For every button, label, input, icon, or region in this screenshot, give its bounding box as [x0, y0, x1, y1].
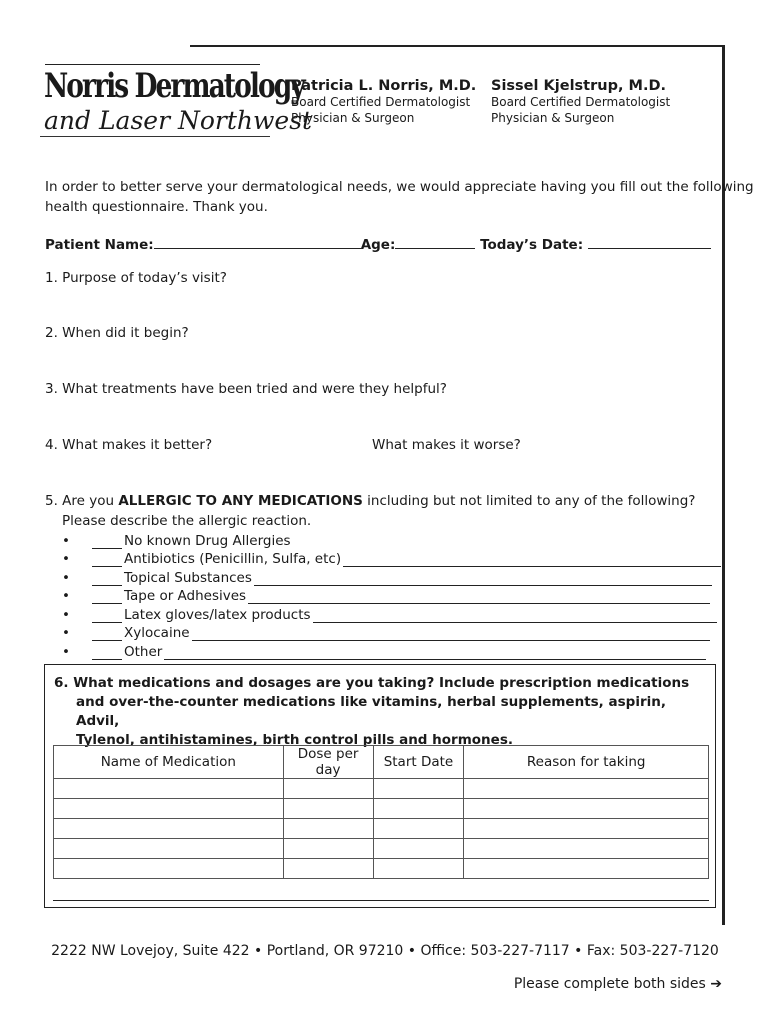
question-5 [45, 491, 695, 511]
table-cell[interactable] [373, 859, 464, 879]
patient-info-row [45, 234, 711, 255]
doctor-title: Board Certified Dermatologist [491, 95, 671, 109]
bullet-icon: • [62, 588, 70, 604]
table-cell[interactable] [283, 799, 373, 819]
allergy-item [62, 549, 721, 568]
frame-top-border [190, 45, 725, 47]
table-cell[interactable] [54, 839, 284, 859]
allergy-reaction-line[interactable] [192, 628, 710, 641]
allergy-check-blank[interactable] [92, 534, 122, 549]
logo-underline [40, 136, 270, 137]
table-cell[interactable] [373, 839, 464, 859]
table-cell[interactable] [464, 859, 709, 879]
table-row [54, 859, 709, 879]
table-cell[interactable] [54, 819, 284, 839]
col-header-dose: Dose per day [283, 746, 373, 779]
table-cell[interactable] [283, 859, 373, 879]
question-5-line-2: Please describe the allergic reaction. [62, 513, 312, 529]
bullet-icon: • [62, 569, 70, 586]
allergy-reaction-line[interactable] [248, 591, 710, 604]
q6-line-2: and over-the-counter medications like vitamins, herbal supplements, aspirin, Advil, [76, 694, 666, 729]
bullet-icon: • [62, 532, 70, 549]
question-2: 2. When did it begin? [45, 325, 189, 341]
table-cell[interactable] [464, 779, 709, 799]
allergy-label: No known Drug Allergies [124, 532, 291, 549]
allergy-check-blank[interactable] [92, 626, 122, 641]
allergy-reaction-line[interactable] [343, 554, 721, 567]
table-cell[interactable] [283, 839, 373, 859]
table-cell[interactable] [283, 819, 373, 839]
allergy-item [62, 530, 721, 549]
table-row [54, 819, 709, 839]
age-label: Age: [360, 237, 396, 253]
allergy-item [62, 604, 721, 623]
bullet-icon: • [62, 606, 70, 623]
allergy-item [62, 586, 721, 605]
allergy-check-blank[interactable] [92, 552, 122, 567]
medications-table [53, 745, 709, 879]
q5-bold: ALLERGIC TO ANY MEDICATIONS [118, 493, 363, 509]
allergy-item [62, 641, 721, 660]
allergy-label: Latex gloves/latex products [124, 606, 311, 623]
table-cell[interactable] [373, 819, 464, 839]
allergy-reaction-line[interactable] [164, 647, 706, 660]
allergy-check-blank[interactable] [92, 589, 122, 604]
date-label: Today’s Date: [480, 237, 584, 253]
allergy-item [62, 567, 721, 586]
q6-line-3: Tylenol, antihistamines, birth control pills and hormones. [76, 732, 513, 748]
table-cell[interactable] [464, 819, 709, 839]
q5-suffix: including but not limited to any of the following? [362, 493, 696, 509]
bullet-icon: • [62, 551, 70, 567]
allergy-label: Topical Substances [124, 569, 252, 586]
q6-line-1: 6. What medications and dosages are you taking? Include prescription medications [54, 675, 690, 691]
extra-medication-line[interactable] [53, 900, 709, 901]
bullet-icon: • [62, 643, 70, 660]
q5-prefix: 5. Are you [45, 493, 119, 509]
patient-name-field[interactable] [154, 234, 361, 249]
table-cell[interactable] [54, 779, 284, 799]
table-cell[interactable] [464, 839, 709, 859]
allergy-check-blank[interactable] [92, 645, 122, 660]
col-header-start: Start Date [373, 746, 464, 779]
doctor-name: Sissel Kjelstrup, M.D. [491, 78, 666, 94]
col-header-name: Name of Medication [54, 746, 284, 779]
allergy-reaction-line[interactable] [254, 573, 712, 586]
age-field[interactable] [395, 234, 475, 249]
table-cell[interactable] [283, 779, 373, 799]
date-field[interactable] [588, 234, 711, 249]
allergy-label: Xylocaine [124, 625, 190, 641]
table-cell[interactable] [54, 859, 284, 879]
allergy-label: Antibiotics (Penicillin, Sulfa, etc) [124, 551, 342, 567]
allergy-check-blank[interactable] [92, 571, 122, 586]
doctor-name: Patricia L. Norris, M.D. [291, 78, 477, 94]
doctor-2 [491, 78, 681, 126]
question-6 [54, 674, 710, 750]
table-row [54, 779, 709, 799]
allergy-label: Tape or Adhesives [124, 588, 247, 604]
doctor-role: Physician & Surgeon [291, 111, 415, 125]
question-1: 1. Purpose of today’s visit? [45, 270, 227, 286]
complete-both-sides-note: Please complete both sides ➔ [513, 976, 722, 992]
patient-name-label: Patient Name: [45, 237, 154, 253]
table-cell[interactable] [54, 799, 284, 819]
question-4-worse: What makes it worse? [372, 437, 521, 453]
intro-line-2: health questionnaire. Thank you. [45, 199, 268, 215]
logo-sub-text: and Laser Northwest [44, 106, 313, 135]
intro-line-1: In order to better serve your dermatological needs, we would appreciate having you fill out the following [45, 179, 754, 195]
doctor-1 [291, 78, 481, 126]
table-row [54, 799, 709, 819]
table-row [54, 839, 709, 859]
col-header-reason: Reason for taking [464, 746, 709, 779]
allergy-reaction-line[interactable] [313, 610, 717, 623]
question-4-better: 4. What makes it better? [45, 437, 213, 453]
allergy-label: Other [124, 643, 163, 660]
allergy-list [62, 530, 721, 660]
logo-main-text: Norris Dermatology [44, 66, 304, 106]
doctor-role: Physician & Surgeon [491, 111, 615, 125]
logo-top-rule [45, 64, 260, 65]
table-cell[interactable] [464, 799, 709, 819]
table-cell[interactable] [373, 779, 464, 799]
allergy-check-blank[interactable] [92, 608, 122, 623]
table-cell[interactable] [373, 799, 464, 819]
doctor-title: Board Certified Dermatologist [291, 95, 471, 109]
footer-address: 2222 NW Lovejoy, Suite 422 • Portland, OR 97210 • Office: 503-227-7117 • Fax: 503-227-7120 [51, 943, 719, 959]
question-3: 3. What treatments have been tried and were they helpful? [45, 381, 447, 397]
bullet-icon: • [62, 625, 70, 641]
allergy-item [62, 623, 721, 642]
table-header-row [54, 746, 709, 779]
